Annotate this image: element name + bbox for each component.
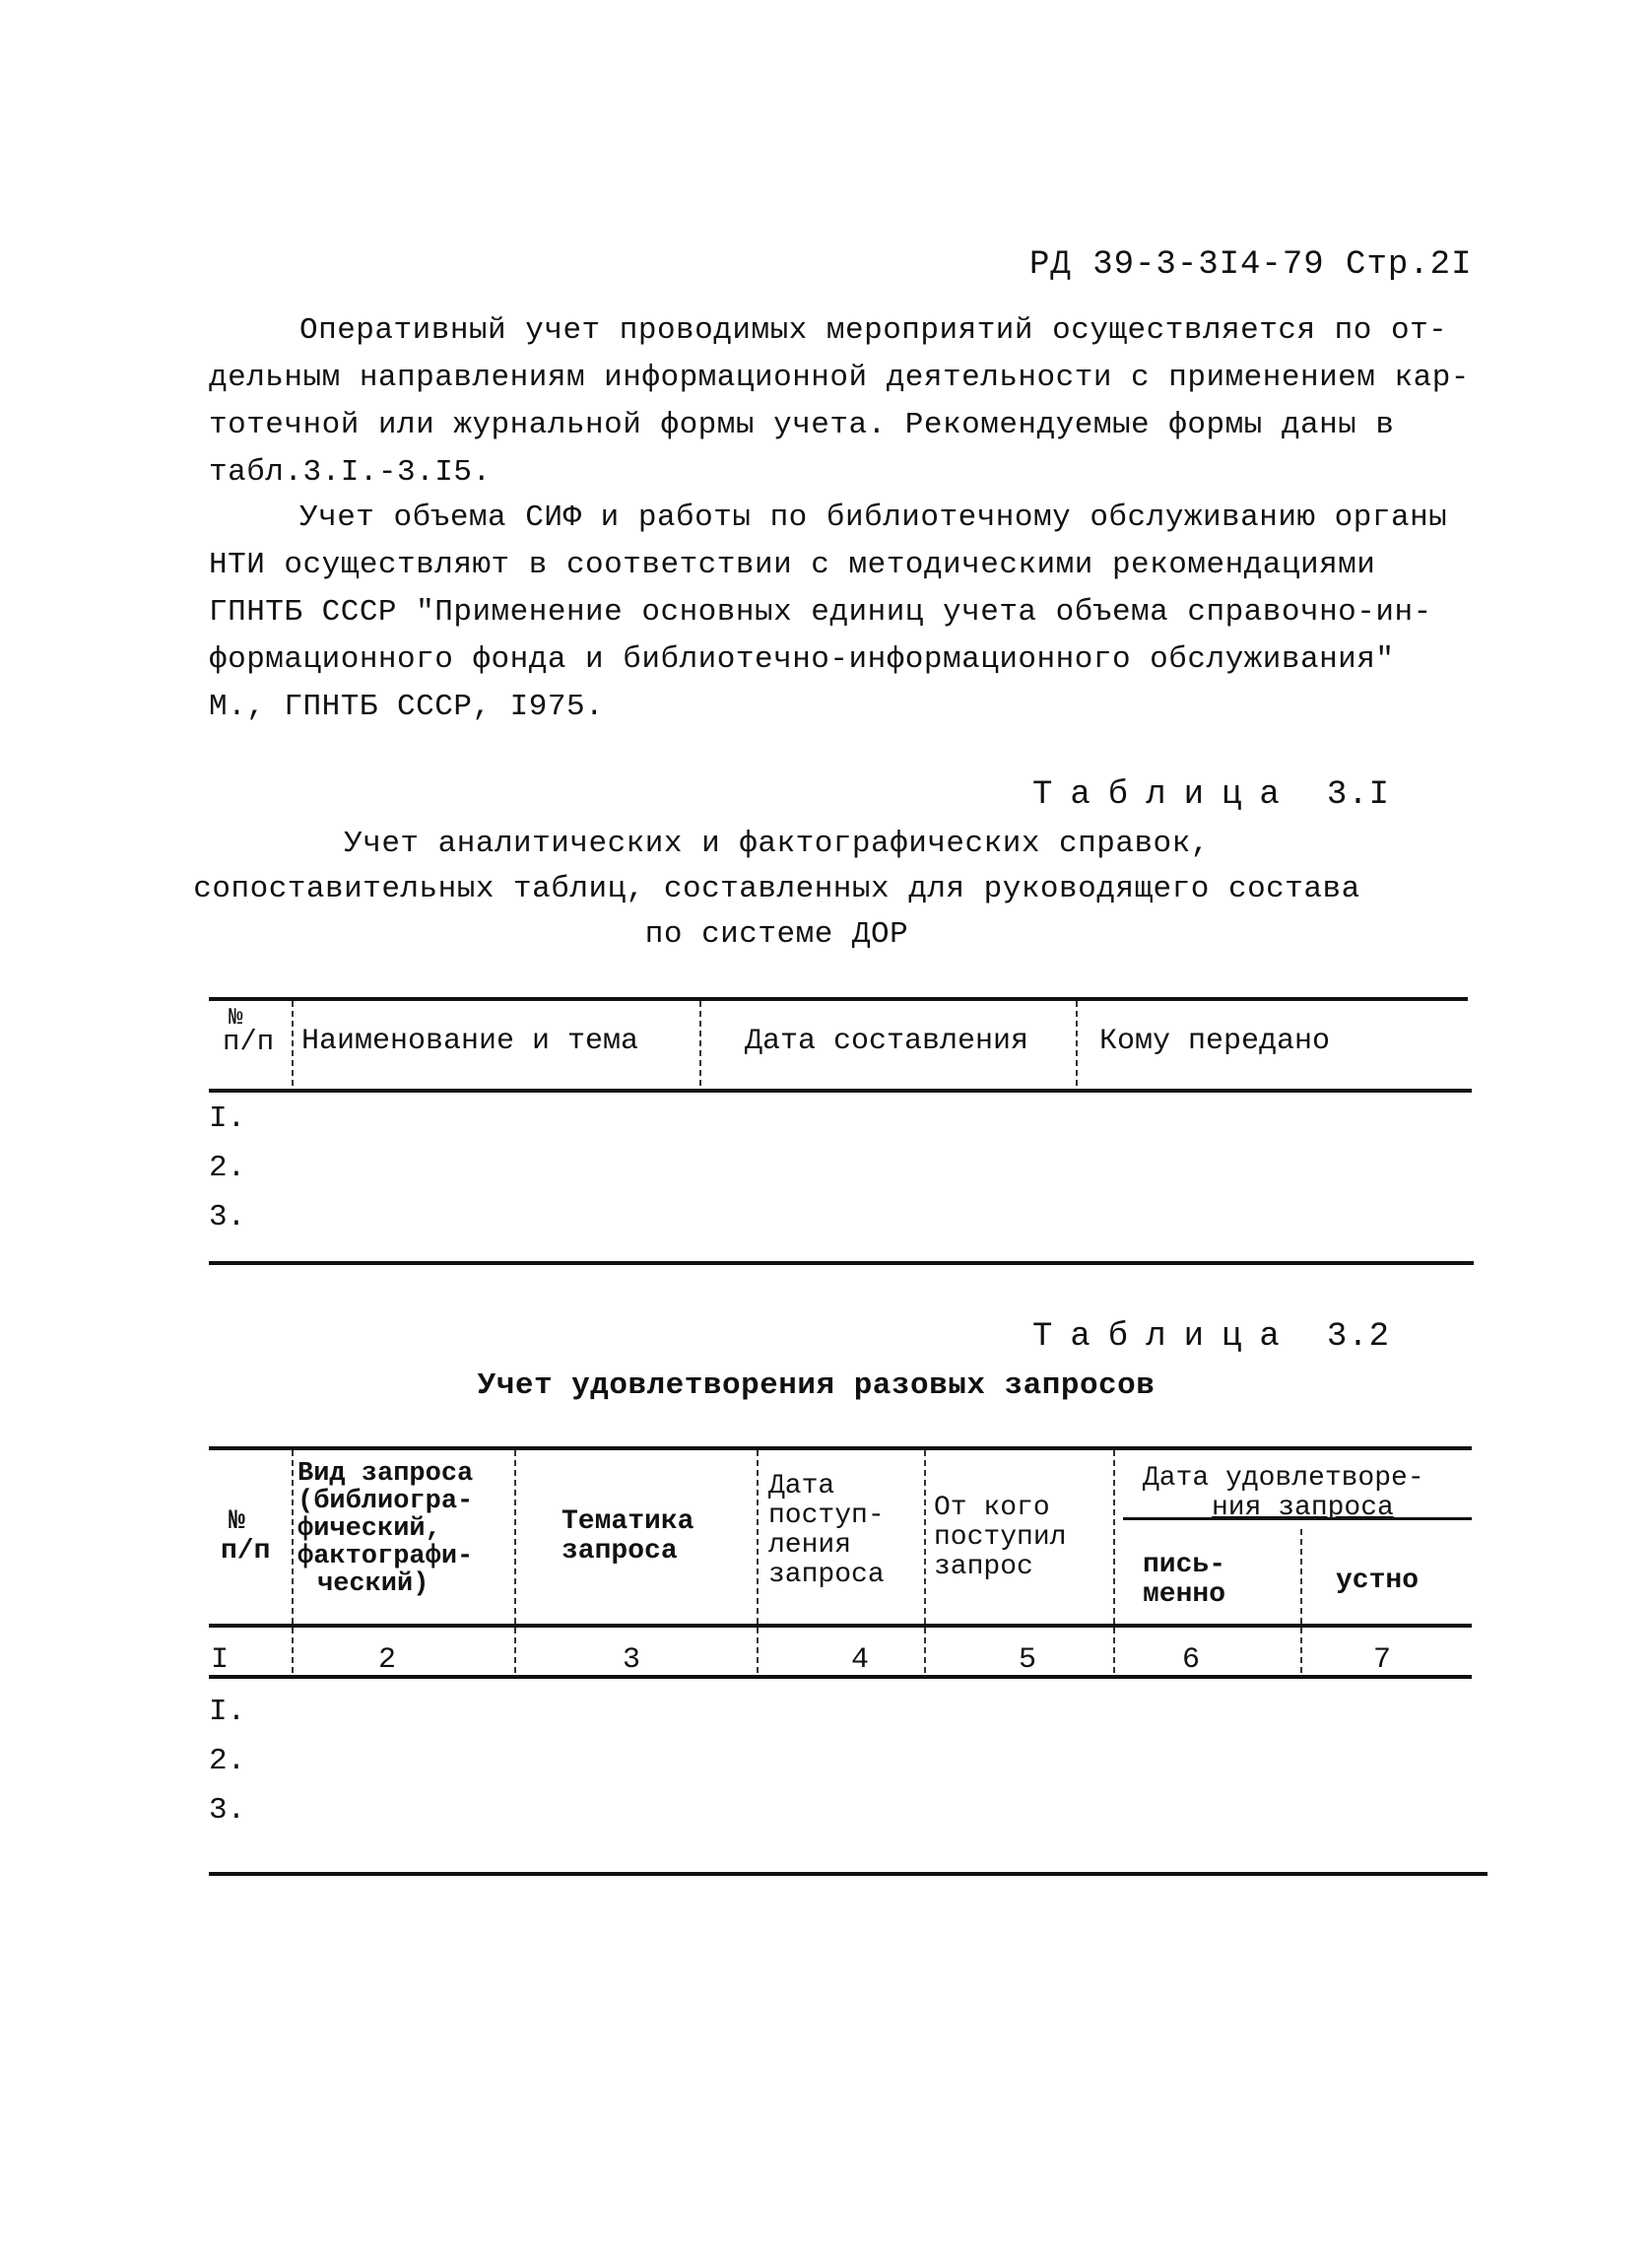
table2-column-number: 5 [1019, 1643, 1037, 1677]
header-line: ления [768, 1530, 852, 1561]
table1-label [1032, 776, 1390, 814]
caption-line: Учет аналитических и фактографических справок, [344, 827, 1210, 861]
table2-col-separator [292, 1450, 294, 1673]
paragraph-line: тотечной или журнальной формы учета. Рекомендуемые формы даны в [209, 408, 1395, 442]
table2-bottom-rule [209, 1872, 1487, 1876]
table1-col-separator [699, 1001, 701, 1086]
table2-column-number: 3 [623, 1643, 641, 1677]
num-label: п/п [223, 1026, 275, 1058]
caption-line: по системе ДОР [644, 917, 909, 952]
table2-label-word: Таблица [1032, 1318, 1297, 1356]
table2-column-number: 2 [378, 1643, 397, 1677]
table2-colnum-rule [209, 1675, 1472, 1679]
table2-column-number: 7 [1373, 1643, 1392, 1677]
paragraph-line: формационного фонда и библиотечно-информационного обслуживания" [209, 642, 1395, 677]
table1-header-name: Наименование и тема [301, 1025, 639, 1058]
header-line: запроса [562, 1536, 678, 1567]
table2-header-written [1143, 1551, 1225, 1610]
table2-col-separator [1300, 1529, 1302, 1673]
table1-header-date: Дата составления [745, 1025, 1029, 1058]
table1-header-rule [209, 1089, 1472, 1093]
table2-header-from [934, 1494, 1066, 1582]
caption-line: сопоставительных таблиц, составленных для руководящего состава [193, 872, 1360, 906]
table2-number: 3.2 [1326, 1318, 1391, 1356]
table2-column-number: 6 [1182, 1643, 1201, 1677]
table2-row-number: 3. [209, 1793, 246, 1828]
table1-header-recipient: Кому передано [1099, 1025, 1331, 1058]
table2-column-number: I [211, 1643, 230, 1677]
table1-label-word: Таблица [1032, 776, 1297, 814]
header-line: поступил [934, 1522, 1067, 1553]
header-line: Дата [768, 1471, 835, 1501]
header-line: запроса [768, 1560, 885, 1590]
table2-header-type [297, 1460, 473, 1598]
header-line: Дата удовлетворе- [1143, 1463, 1424, 1494]
header-line: (библиогра- [297, 1487, 474, 1516]
table2-header-satisfaction-date [1143, 1464, 1424, 1523]
table1-header-num [223, 1005, 275, 1058]
num-sign: № [229, 1005, 243, 1032]
document-reference: РД 39-3-3I4-79 Стр.2I [1029, 246, 1473, 284]
paragraph-line: ГПНТБ СССР "Применение основных единиц учета объема справочно-ин- [209, 595, 1432, 630]
header-line: От кого [934, 1493, 1050, 1523]
table1-row-number: 2. [209, 1151, 246, 1185]
table2-header-topic [562, 1507, 694, 1567]
table1-bottom-rule [209, 1261, 1474, 1265]
table1-number: 3.I [1326, 776, 1391, 814]
table1-col-separator [292, 1001, 294, 1086]
table1-top-rule [209, 997, 1468, 1001]
paragraph-line: НТИ осуществляют в соответствии с методическими рекомендациями [209, 548, 1376, 582]
header-line: поступ- [768, 1501, 885, 1531]
header-line: ческий) [317, 1569, 430, 1599]
table2-column-number: 4 [851, 1643, 870, 1677]
paragraph-line: М., ГПНТБ СССР, I975. [209, 690, 605, 724]
table2-caption [0, 1364, 1642, 1409]
table1-caption [0, 822, 1603, 958]
paragraph-line: табл.3.I.-3.I5. [209, 455, 492, 490]
table2-row-number: 2. [209, 1744, 246, 1778]
paragraph-line: Оперативный учет проводимых мероприятий осуществляется по от- [299, 313, 1448, 348]
header-line: фактографи- [297, 1542, 474, 1571]
table2-header-receipt-date [768, 1472, 885, 1590]
table1-row-number: 3. [209, 1200, 246, 1234]
num-label: п/п [221, 1536, 271, 1567]
header-line: фический, [297, 1514, 441, 1544]
paragraph-fund-accounting [209, 495, 1470, 731]
caption-line: Учет удовлетворения разовых запросов [477, 1368, 1156, 1403]
table2-header-num [221, 1507, 270, 1567]
table2-row-number: I. [209, 1695, 246, 1729]
table1-row-number: I. [209, 1101, 246, 1136]
table2-col-separator [757, 1450, 759, 1673]
header-line: менно [1143, 1579, 1226, 1610]
paragraph-operational-accounting [209, 307, 1470, 497]
table2-col-separator [924, 1450, 926, 1673]
header-line: Вид запроса [297, 1459, 474, 1489]
table1-col-separator [1076, 1001, 1078, 1086]
table2-col-separator [514, 1450, 516, 1673]
header-line: пись- [1143, 1550, 1226, 1580]
table2-header-oral: устно [1336, 1566, 1420, 1596]
header-line: запрос [934, 1552, 1033, 1582]
header-line: Тематика [562, 1506, 694, 1537]
paragraph-line: Учет объема СИФ и работы по библиотечному обслуживанию органы [299, 500, 1448, 535]
table2-col-separator [1113, 1450, 1115, 1673]
header-line: ния запроса [1212, 1493, 1394, 1523]
table2-header-rule [209, 1624, 1472, 1628]
num-sign: № [229, 1506, 245, 1537]
table2-top-rule [209, 1446, 1472, 1450]
table2-label [1032, 1318, 1390, 1356]
paragraph-line: дельным направлениям информационной деятельности с применением кар- [209, 361, 1470, 395]
